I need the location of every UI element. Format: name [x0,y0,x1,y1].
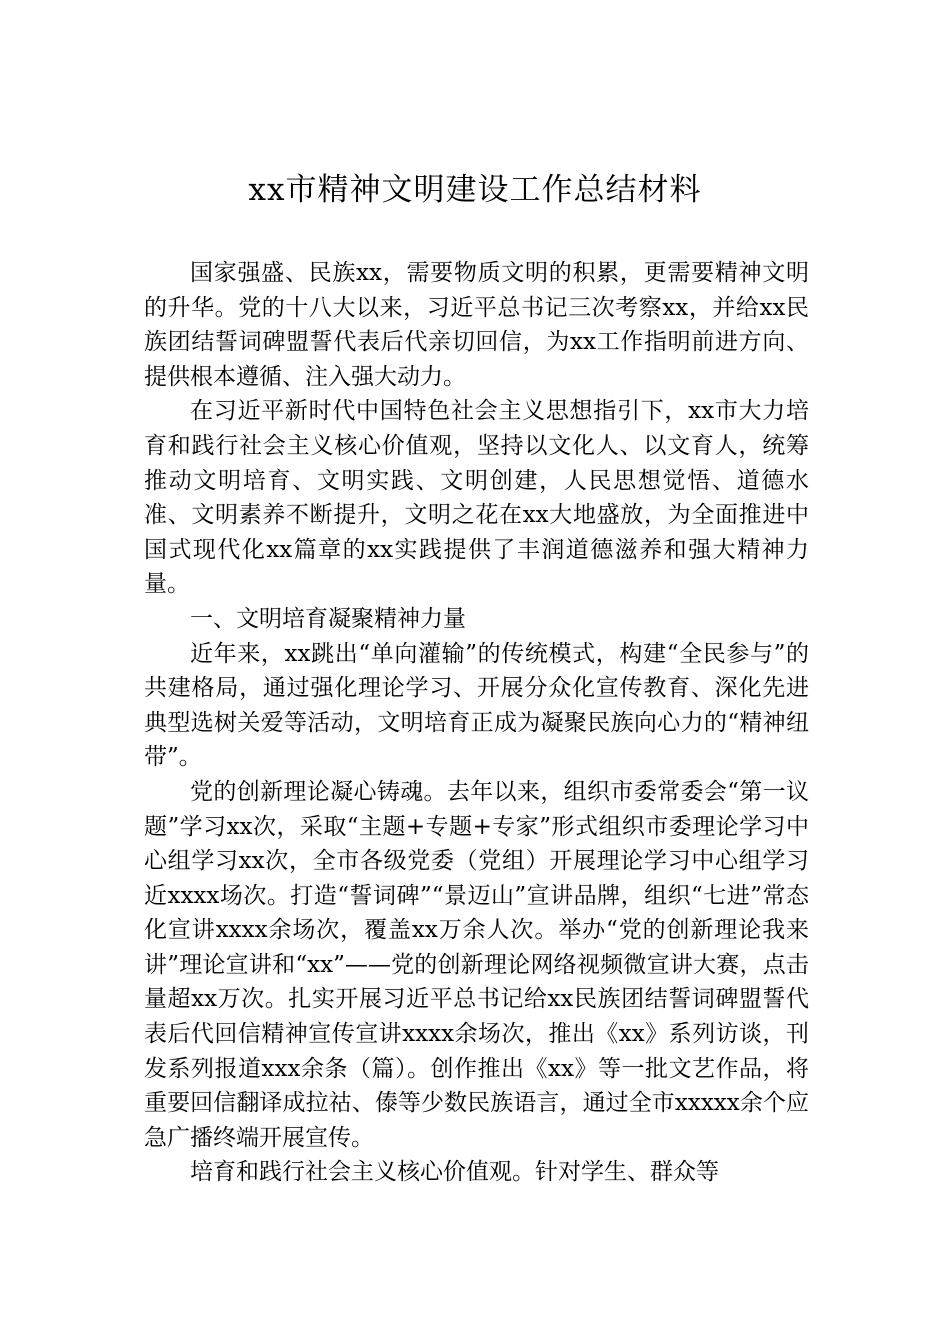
paragraph-core-values: 培育和践行社会主义核心价值观。针对学生、群众等 [190,1159,719,1186]
document-body [144,256,809,1190]
paragraph-section-overview: 近年来，xx跳出“单向灌输”的传统模式，构建“全民参与”的共建格局，通过强化理论学习、开展分众化宣传教育、深化先进典型选树关爱等活动，文明培育正成为凝聚民族向心力的“精神纽带”。 [144,640,809,771]
paragraph-theory-study: 党的创新理论凝心铸魂。去年以来，组织市委常委会“第一议题”学习xx次，采取“主题+专题+专家”形式组织市委理论学习中心组学习xx次，全市各级党委（党组）开展理论学习中心组学习近xxxx场次。打造“誓词碑”“景迈山”宣讲品牌，组织“七进”常态化宣讲xxxx余场次，覆盖xx万余人次。举办“党的创新理论我来讲”理论宣讲和“xx”——党的创新理论网络视频微宣讲大赛，点击量超xx万次。扎实开展习近平总书记给xx民族团结誓词碑盟誓代表后代回信精神宣传宣讲xxxx余场次，推出《xx》系列访谈，刊发系列报道xxx余条（篇）。创作推出《xx》等一批文艺作品，将重要回信翻译成拉祜、傣等少数民族语言，通过全市xxxxx余个应急广播终端开展宣传。 [144,778,809,1151]
section-heading: 一、文明培育凝聚精神力量 [190,605,466,632]
paragraph-guidance: 在习近平新时代中国特色社会主义思想指引下，xx市大力培育和践行社会主义核心价值观，坚持以文化人、以文育人，统筹推动文明培育、文明实践、文明创建，人民思想觉悟、道德水准、文明素养不断提升，文明之花在xx大地盛放，为全面推进中国式现代化xx篇章的xx实践提供了丰润道德滋养和强大精神力量。 [144,398,809,598]
paragraph-intro: 国家强盛、民族xx，需要物质文明的积累，更需要精神文明的升华。党的十八大以来，习近平总书记三次考察xx，并给xx民族团结誓词碑盟誓代表后代亲切回信，为xx工作指明前进方向、提供根本遵循、注入强大动力。 [144,260,809,390]
document-title: xx市精神文明建设工作总结材料 [248,172,702,208]
